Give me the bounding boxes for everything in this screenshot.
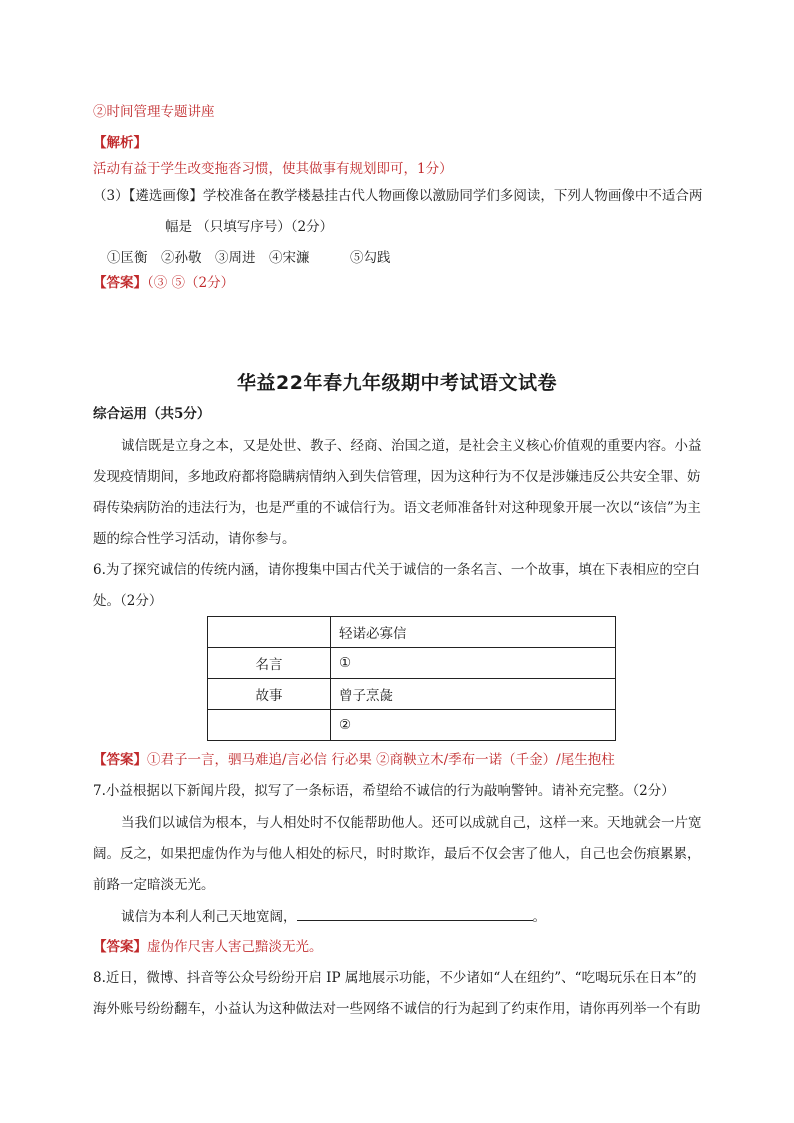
answer-label: 【答案】 [93,275,147,291]
section-heading: 综合运用（共5分） [93,406,211,422]
q7-stem: 7.小益根据以下新闻片段，拟写了一条标语，希望给不诚信的行为敲响警钟。请补充完整。（2分） [93,783,675,799]
table-cell: 故事 [208,679,331,710]
integrity-table [207,616,616,741]
time-management-item: ②时间管理专题讲座 [93,104,215,120]
q3-stem-line2: 幅是 （只填写序号）（2分） [165,219,334,235]
intro-line2: 发现疫情期间，多地政府都将隐瞒病情纳入到失信管理，因为这种行为不仅是涉嫌违反公共安全罪、妨 [93,469,701,485]
q7-passage-line3: 前路一定暗淡无光。 [93,877,215,893]
slogan-suffix: 。 [532,909,546,925]
analysis-label: 【解析】 [93,135,147,151]
table-cell [208,710,331,741]
answer-label: 【答案】 [93,752,147,768]
q7-passage-line2: 阔。反之，如果把虚伪作为与他人相处的标尺，时时欺诈，最后不仅会害了他人，自己也会伤痕累累， [93,846,701,862]
slogan-prefix: 诚信为本利人利己天地宽阔， [121,909,297,925]
intro-line1: 诚信既是立身之本，又是处世、教子、经商、治国之道，是社会主义核心价值观的重要内容。小益 [121,438,702,454]
table-cell: 名言 [208,648,331,679]
answer-text: ①君子一言，驷马难追/言必信 行必果 ②商鞅立木/季布一诺（千金）/尾生抱柱 [147,752,615,768]
table-cell: ① [331,648,616,679]
q7-answer [93,938,323,956]
answer-text: （③ ⑤（2分） [147,275,235,291]
q7-passage-line1: 当我们以诚信为根本，与人相处时不仅能帮助他人。还可以成就自己，这样一来。天地就会一片宽 [121,815,702,831]
table-cell: 轻诺必寡信 [331,617,616,648]
q3-options: ①匡衡 ②孙敬 ③周进 ④宋濂 ⑤勾践 [107,250,391,266]
q7-slogan [121,907,546,926]
q8-stem-line2: 海外账号纷纷翻车，小益认为这种做法对一些网络不诚信的行为起到了约束作用，请你再列举一个有助 [93,1001,701,1017]
table-cell: ② [331,710,616,741]
intro-line4: 题的综合性学习活动，请你参与。 [93,531,296,547]
exam-title: 华益22年春九年级期中考试语文试卷 [237,372,557,394]
table-row [208,710,616,741]
q3-stem-line1: （3）【遴选画像】学校准备在教学楼悬挂古代人物画像以激励同学们多阅读，下列人物画像中不适合两 [93,188,703,204]
q6-stem-line2: 处。（2分） [93,593,163,609]
intro-line3: 碍传染病防治的违法行为，也是严重的不诚信行为。语文老师准备针对这种现象开展一次以“该信”为主 [93,500,701,516]
table-cell [208,617,331,648]
q3-answer [93,274,234,292]
table-row [208,648,616,679]
analysis-text: 活动有益于学生改变拖沓习惯，使其做事有规划即可，1分） [93,161,453,177]
q8-stem-line1: 8.近日，微博、抖音等公众号纷纷开启 IP 属地展示功能，不少诸如“人在纽约”、“吃喝玩乐在日本”的 [93,970,697,986]
table-row [208,679,616,710]
answer-text: 虚伪作尺害人害己黯淡无光。 [147,939,323,955]
table-cell: 曾子烹彘 [331,679,616,710]
table-row [208,617,616,648]
slogan-blank [297,907,533,921]
q6-answer [93,751,615,769]
q6-stem-line1: 6.为了探究诚信的传统内涵，请你搜集中国古代关于诚信的一条名言、一个故事，填在下表相应的空白 [93,562,700,578]
answer-label: 【答案】 [93,939,147,955]
